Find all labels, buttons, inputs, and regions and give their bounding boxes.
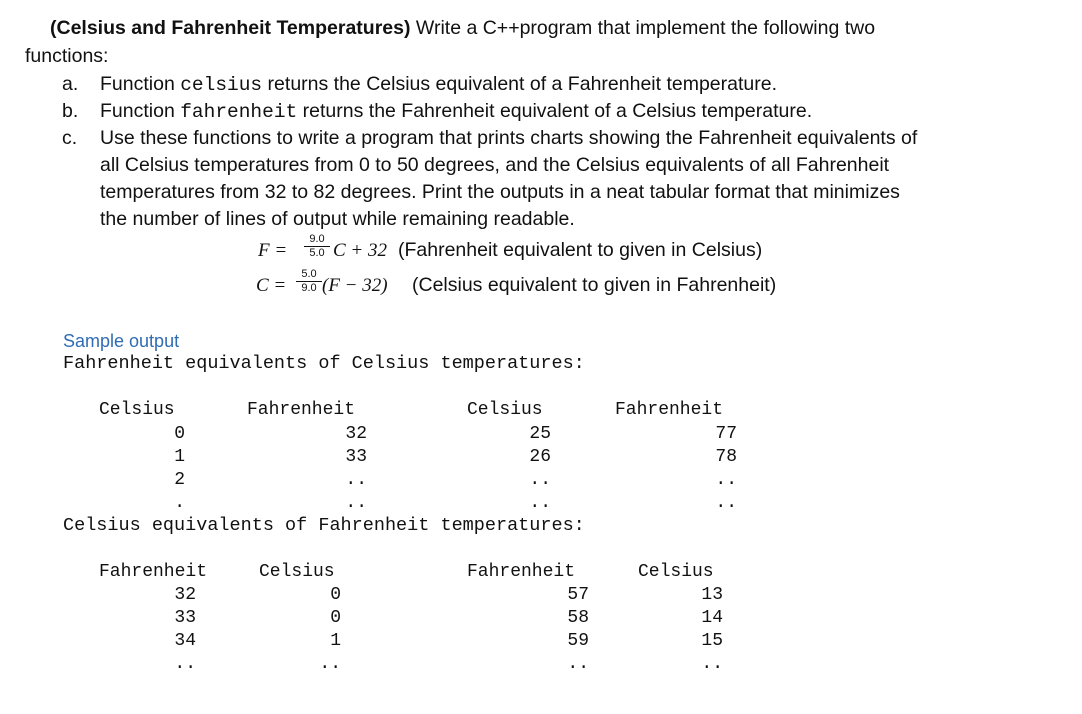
- item-a-code: celsius: [180, 74, 263, 96]
- table2-cell-r3-c3: ..: [701, 654, 723, 674]
- table1-cell-r0-c3: 77: [715, 424, 737, 444]
- table1-cell-r1-c1: 33: [345, 447, 367, 467]
- item-c-line-4: the number of lines of output while remaining readable.: [100, 208, 575, 230]
- table1-cell-r0-c0: 0: [174, 424, 185, 444]
- problem-title-rest: Write a C++program that implement the following two: [410, 17, 876, 39]
- table2-cell-r3-c2: ..: [567, 654, 589, 674]
- table1-header-0: Celsius: [99, 400, 175, 420]
- item-a-marker: a.: [62, 73, 79, 95]
- table2-cell-r3-c0: ..: [174, 654, 196, 674]
- formula-f-fraction: [304, 234, 330, 259]
- table1-cell-r1-c2: 26: [529, 447, 551, 467]
- table2-header-3: Celsius: [638, 562, 714, 582]
- table1-header-3: Fahrenheit: [615, 400, 724, 420]
- formula-c-fraction: [296, 269, 322, 294]
- problem-title-cont: functions:: [25, 45, 109, 67]
- table1-cell-r1-c3: 78: [715, 447, 737, 467]
- table2-cell-r0-c1: 0: [330, 585, 341, 605]
- table2-cell-r2-c1: 1: [330, 631, 341, 651]
- table2-cell-r2-c3: 15: [701, 631, 723, 651]
- problem-title: [50, 17, 875, 40]
- item-a-pre: Function: [100, 73, 181, 95]
- item-b: [100, 100, 812, 123]
- table1-cell-r2-c3: ..: [715, 470, 737, 490]
- table1-cell-r2-c1: ..: [345, 470, 367, 490]
- table2-cell-r2-c0: 34: [174, 631, 196, 651]
- table1-cell-r3-c2: ..: [529, 493, 551, 513]
- table1-cell-r3-c3: ..: [715, 493, 737, 513]
- item-a: [100, 73, 777, 96]
- item-b-code: fahrenheit: [180, 101, 298, 123]
- problem-title-bold: (Celsius and Fahrenheit Temperatures): [50, 17, 411, 39]
- table2-cell-r1-c3: 14: [701, 608, 723, 628]
- item-a-post: returns the Celsius equivalent of a Fahrenheit temperature.: [262, 73, 778, 95]
- table1-cell-r3-c1: ..: [345, 493, 367, 513]
- table2-heading: Celsius equivalents of Fahrenheit temperatures:: [63, 515, 585, 536]
- table1-cell-r1-c0: 1: [174, 447, 185, 467]
- table1-cell-r0-c2: 25: [529, 424, 551, 444]
- formula-c-rhs: (F − 32): [322, 275, 388, 296]
- item-b-post: returns the Fahrenheit equivalent of a Celsius temperature.: [297, 100, 813, 122]
- item-c-marker: c.: [62, 127, 78, 149]
- formula-c-note: (Celsius equivalent to given in Fahrenheit): [412, 274, 777, 296]
- item-c-line-2: all Celsius temperatures from 0 to 50 degrees, and the Celsius equivalents of all Fahrenheit: [100, 154, 890, 176]
- table2-cell-r1-c0: 33: [174, 608, 196, 628]
- formula-f-note: (Fahrenheit equivalent to given in Celsius): [398, 239, 763, 261]
- table2-cell-r2-c2: 59: [567, 631, 589, 651]
- table2-cell-r0-c3: 13: [701, 585, 723, 605]
- table2-cell-r3-c1: ..: [319, 654, 341, 674]
- table2-cell-r1-c2: 58: [567, 608, 589, 628]
- item-b-marker: b.: [62, 100, 79, 122]
- formula-f-denominator: 5.0: [309, 247, 325, 259]
- table2-header-2: Fahrenheit: [467, 562, 576, 582]
- formula-c-denominator: 9.0: [301, 282, 317, 294]
- table2-header-0: Fahrenheit: [99, 562, 208, 582]
- table1-cell-r0-c1: 32: [345, 424, 367, 444]
- formula-f-lhs: F =: [258, 240, 288, 261]
- formula-c-lhs: C =: [256, 275, 287, 296]
- item-b-pre: Function: [100, 100, 181, 122]
- table2-cell-r0-c2: 57: [567, 585, 589, 605]
- table2-cell-r1-c1: 0: [330, 608, 341, 628]
- table2-header-1: Celsius: [259, 562, 335, 582]
- table1-heading: Fahrenheit equivalents of Celsius temperatures:: [63, 353, 585, 374]
- table1-cell-r2-c2: ..: [529, 470, 551, 490]
- formula-f-numerator: 9.0: [309, 233, 325, 245]
- formula-c-numerator: 5.0: [301, 268, 317, 280]
- table1-header-2: Celsius: [467, 400, 543, 420]
- formula-f-rhs: C + 32: [333, 240, 387, 261]
- table1-header-1: Fahrenheit: [247, 400, 356, 420]
- sample-output-label: Sample output: [63, 331, 180, 351]
- table1-cell-r3-c0: .: [174, 493, 185, 513]
- item-c-line-3: temperatures from 32 to 82 degrees. Print the outputs in a neat tabular format that minimizes: [100, 181, 900, 203]
- item-c-line-1: Use these functions to write a program that prints charts showing the Fahrenheit equivalents of: [100, 127, 918, 149]
- table1-cell-r2-c0: 2: [174, 470, 185, 490]
- table2-cell-r0-c0: 32: [174, 585, 196, 605]
